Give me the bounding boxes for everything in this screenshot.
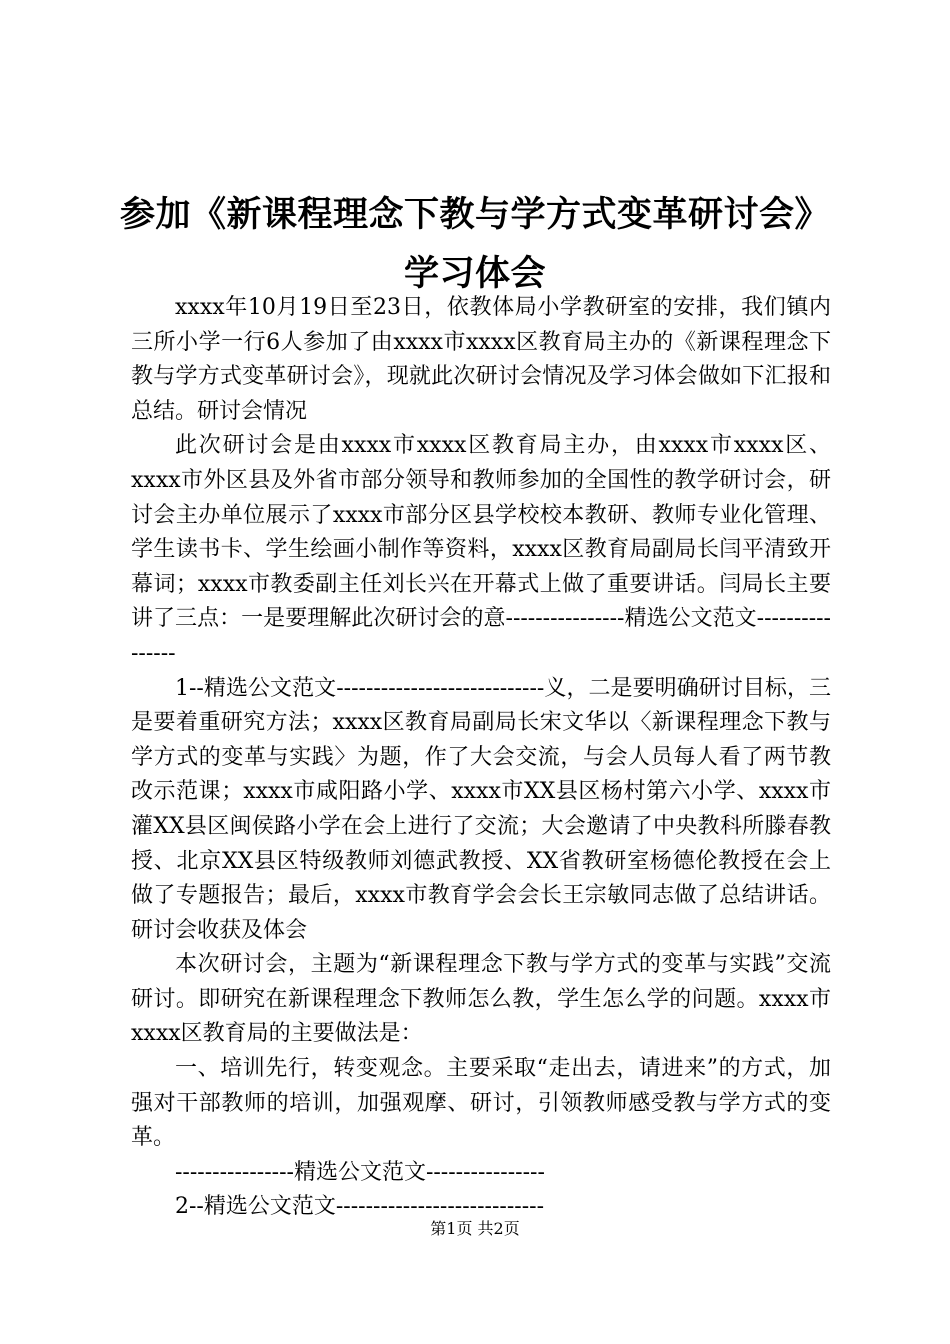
document-title-line1: 参加《新课程理念下教与学方式变革研讨会》 bbox=[119, 195, 830, 235]
document-title-line2: 学习体会 bbox=[403, 254, 546, 294]
page-footer: 第1页 共2页 bbox=[430, 1219, 520, 1238]
paragraph-3: 1--精选公文范文----------------------------义，二是要明确研讨目标，三是要着重研究方法；xxxx区教育局副局长宋文华以〈新课程理念下教与学方式的变革与实践〉为题，作了大会交流，与会人员每人看了两节教改示范课；xxxx市咸阳路小学、xxxx市XX县区杨村第六小学、xxxx市灌XX县区闽侯路小学在会上进行了交流；大会邀请了中央教科所滕春教授、北京XX县区特级教师刘德武教授、XX省教研室杨德伦教授在会上做了专题报告；最后，xxxx市教育学会会长王宗敏同志做了总结讲话。研讨会收获及体会 bbox=[131, 675, 831, 943]
paragraph-2: 此次研讨会是由xxxx市xxxx区教育局主办，由xxxx市xxxx区、xxxx市外区县及外省市部分领导和教师参加的全国性的教学研讨会，研讨会主办单位展示了xxxx市部分区县学校校本教研、教师专业化管理、学生读书卡、学生绘画小制作等资料，xxxx区教育局副局长闫平清致开幕词；xxxx市教委副主任刘长兴在开幕式上做了重要讲话。闫局长主要讲了三点：一是要理解此次研讨会的意----------------精选公文范文---------------- bbox=[131, 433, 831, 666]
page-marker-line: 2--精选公文范文---------------------------- bbox=[175, 1194, 545, 1220]
paragraph-1: xxxx年10月19日至23日，依教体局小学教研室的安排，我们镇内三所小学一行6人参加了由xxxx市xxxx区教育局主办的《新课程理念下教与学方式变革研讨会》，现就此次研讨会情况及学习体会做如下汇报和总结。研讨会情况 bbox=[131, 295, 831, 424]
document-body bbox=[131, 291, 831, 1225]
paragraph-5: 一、培训先行，转变观念。主要采取“走出去，请进来”的方式，加强对干部教师的培训，加强观摩、研讨，引领教师感受教与学方式的变革。 bbox=[131, 1056, 831, 1151]
paragraph-4: 本次研讨会，主题为“新课程理念下教与学方式的变革与实践”交流研讨。即研究在新课程理念下教师怎么教，学生怎么学的问题。xxxx市xxxx区教育局的主要做法是： bbox=[131, 952, 831, 1047]
separator-line: ----------------精选公文范文---------------- bbox=[175, 1159, 545, 1185]
